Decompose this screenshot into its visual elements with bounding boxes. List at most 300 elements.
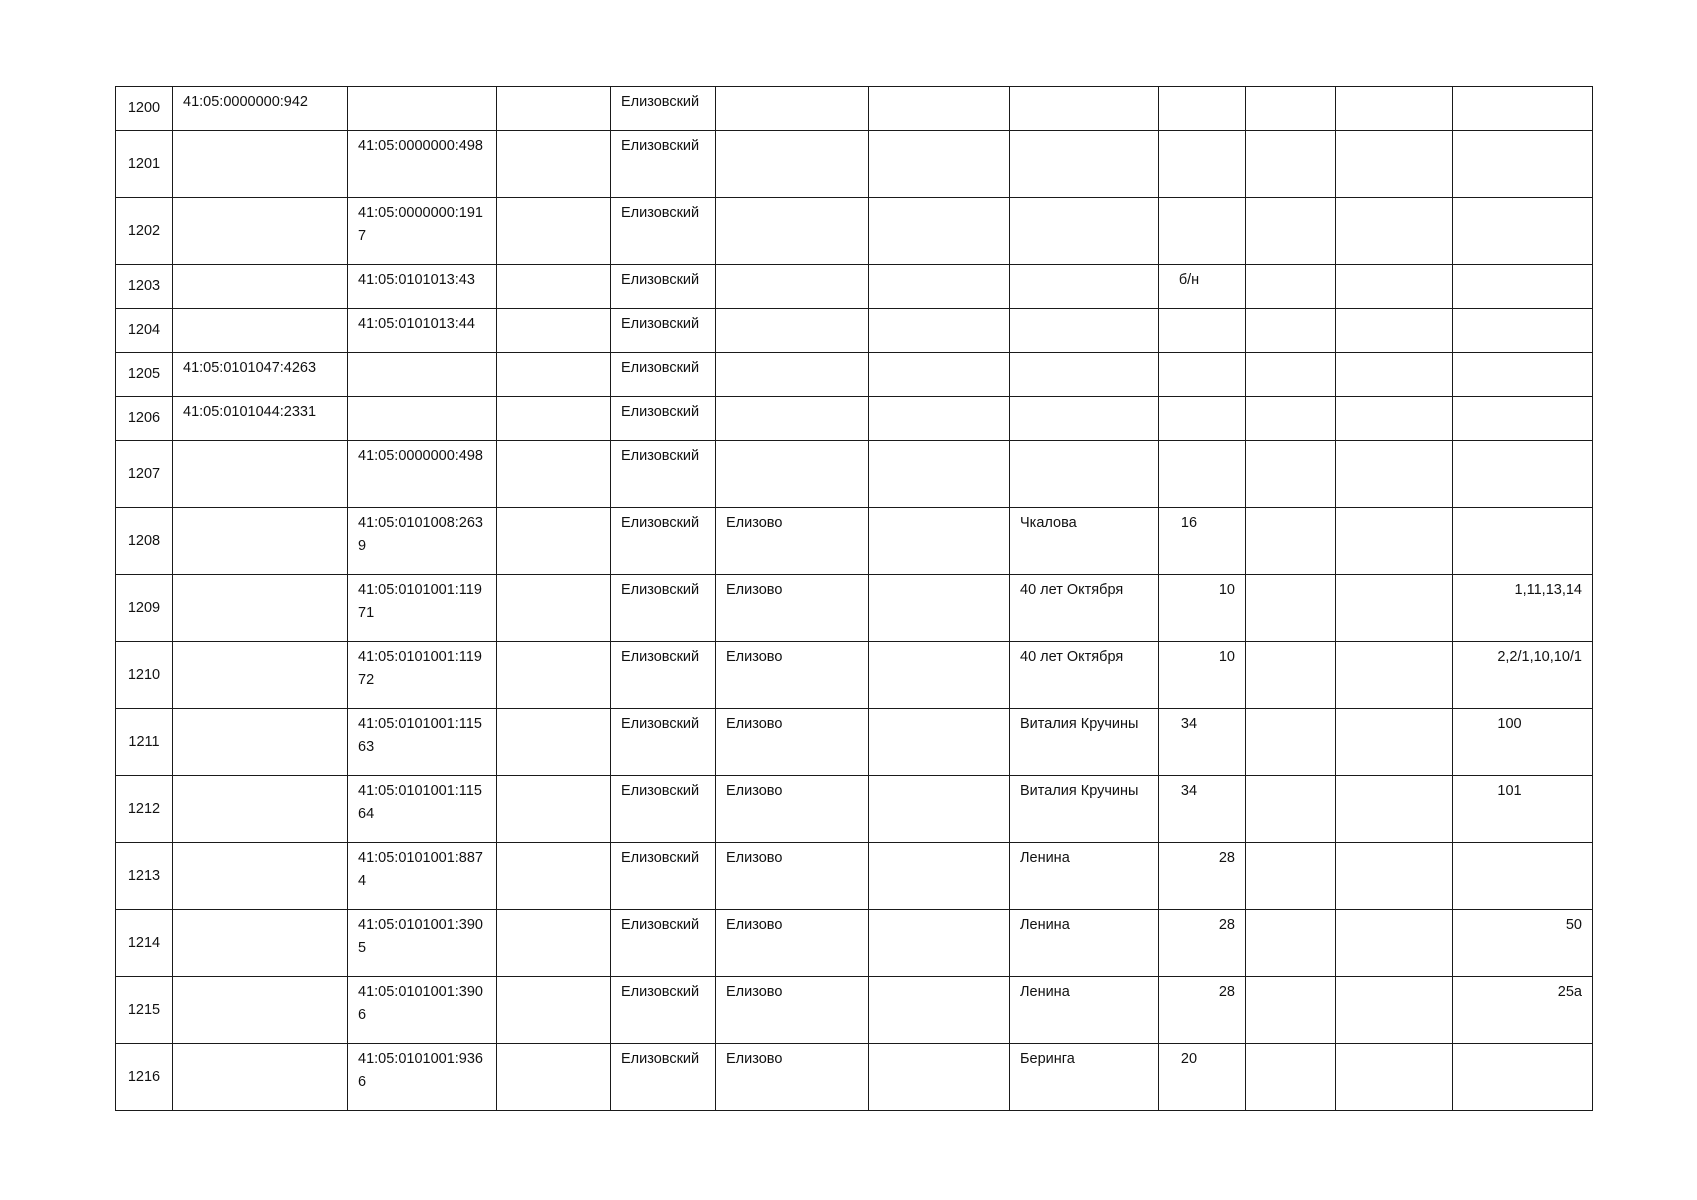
cell-text: 1208 bbox=[127, 532, 161, 549]
cell-text: 41:05:0101001:11563 bbox=[358, 716, 482, 755]
cell-text bbox=[173, 508, 347, 512]
cell-text bbox=[869, 1044, 1009, 1048]
cell-text bbox=[348, 353, 496, 357]
city-cell bbox=[716, 910, 869, 977]
cell-text bbox=[1336, 87, 1452, 91]
cell-text bbox=[716, 441, 868, 445]
cell-text bbox=[1453, 353, 1592, 357]
linked-cadastral-number-cell bbox=[348, 575, 497, 642]
street-cell bbox=[1010, 642, 1159, 709]
cell-text bbox=[1010, 309, 1158, 313]
house-number-cell bbox=[1159, 309, 1246, 353]
city-cell bbox=[716, 397, 869, 441]
cadastral-number-cell bbox=[173, 977, 348, 1044]
premises-number-cell bbox=[1453, 575, 1593, 642]
table-row bbox=[116, 441, 1593, 508]
empty-cell bbox=[497, 776, 611, 843]
empty-cell bbox=[869, 776, 1010, 843]
cell-text: 1204 bbox=[127, 322, 161, 338]
cell-text: Елизовский bbox=[621, 716, 700, 732]
cell-text bbox=[173, 709, 347, 713]
row-number-cell bbox=[116, 642, 173, 709]
cell-text: 1209 bbox=[127, 599, 161, 616]
district-cell bbox=[611, 910, 716, 977]
city-cell bbox=[716, 309, 869, 353]
cell-text bbox=[1336, 776, 1452, 780]
table-row bbox=[116, 776, 1593, 843]
cell-text: 1200 bbox=[127, 100, 161, 116]
cell-text bbox=[1159, 441, 1245, 445]
district-cell bbox=[611, 642, 716, 709]
city-cell bbox=[716, 977, 869, 1044]
table-row bbox=[116, 309, 1593, 353]
cell-text: 1215 bbox=[127, 1001, 161, 1018]
cell-text: Ленина bbox=[1020, 850, 1070, 866]
empty-cell bbox=[1336, 977, 1453, 1044]
empty-cell bbox=[1336, 508, 1453, 575]
empty-cell bbox=[497, 910, 611, 977]
cell-text bbox=[173, 309, 347, 313]
cell-text bbox=[173, 977, 347, 981]
cell-text: Елизовский bbox=[621, 649, 700, 665]
cell-text bbox=[1336, 131, 1452, 135]
house-number-cell bbox=[1159, 131, 1246, 198]
table-row bbox=[116, 87, 1593, 131]
cell-text: 101 bbox=[1497, 783, 1522, 799]
cell-text: Беринга bbox=[1020, 1051, 1075, 1067]
city-cell bbox=[716, 575, 869, 642]
empty-cell bbox=[1336, 309, 1453, 353]
table-row bbox=[116, 353, 1593, 397]
linked-cadastral-number-cell bbox=[348, 397, 497, 441]
table-row bbox=[116, 843, 1593, 910]
house-number-cell bbox=[1159, 397, 1246, 441]
cell-text bbox=[1336, 309, 1452, 313]
cell-text bbox=[1336, 441, 1452, 445]
cell-text bbox=[1336, 198, 1452, 202]
row-number-cell bbox=[116, 910, 173, 977]
cell-text: 41:05:0000000:498 bbox=[358, 138, 483, 154]
empty-cell bbox=[497, 131, 611, 198]
cell-text bbox=[1246, 87, 1335, 91]
cell-text bbox=[1336, 910, 1452, 914]
empty-cell bbox=[1336, 709, 1453, 776]
cell-text: 41:05:0101001:11972 bbox=[358, 649, 482, 688]
cell-text: 10 bbox=[1218, 582, 1235, 598]
district-cell bbox=[611, 198, 716, 265]
premises-number-cell bbox=[1453, 309, 1593, 353]
cell-text: Елизово bbox=[726, 716, 783, 732]
cell-text: 28 bbox=[1218, 984, 1235, 1000]
premises-number-cell bbox=[1453, 353, 1593, 397]
cell-text: Елизово bbox=[726, 850, 783, 866]
cell-text bbox=[1010, 131, 1158, 135]
empty-cell bbox=[1246, 198, 1336, 265]
district-cell bbox=[611, 353, 716, 397]
row-number-cell bbox=[116, 87, 173, 131]
cell-text bbox=[869, 977, 1009, 981]
house-number-cell bbox=[1159, 87, 1246, 131]
premises-number-cell bbox=[1453, 508, 1593, 575]
empty-cell bbox=[497, 397, 611, 441]
empty-cell bbox=[1246, 1044, 1336, 1111]
empty-cell bbox=[497, 575, 611, 642]
linked-cadastral-number-cell bbox=[348, 508, 497, 575]
row-number-cell bbox=[116, 309, 173, 353]
cell-text: Елизовский bbox=[621, 94, 700, 110]
premises-number-cell bbox=[1453, 910, 1593, 977]
street-cell bbox=[1010, 776, 1159, 843]
house-number-cell bbox=[1159, 776, 1246, 843]
cadastral-number-cell bbox=[173, 910, 348, 977]
district-cell bbox=[611, 441, 716, 508]
cell-text: 100 bbox=[1497, 716, 1522, 732]
cell-text: 1203 bbox=[127, 278, 161, 294]
empty-cell bbox=[1246, 709, 1336, 776]
empty-cell bbox=[869, 575, 1010, 642]
empty-cell bbox=[869, 198, 1010, 265]
empty-cell bbox=[1246, 910, 1336, 977]
cadastral-number-cell bbox=[173, 87, 348, 131]
empty-cell bbox=[1246, 642, 1336, 709]
premises-number-cell bbox=[1453, 87, 1593, 131]
cell-text bbox=[1453, 265, 1592, 269]
linked-cadastral-number-cell bbox=[348, 776, 497, 843]
linked-cadastral-number-cell bbox=[348, 709, 497, 776]
cell-text: Елизовский bbox=[621, 917, 700, 933]
empty-cell bbox=[869, 508, 1010, 575]
premises-number-cell bbox=[1453, 441, 1593, 508]
district-cell bbox=[611, 265, 716, 309]
cadastral-number-cell bbox=[173, 131, 348, 198]
empty-cell bbox=[497, 198, 611, 265]
cell-text: Елизово bbox=[726, 984, 783, 1000]
empty-cell bbox=[1246, 441, 1336, 508]
cell-text bbox=[1159, 198, 1245, 202]
cell-text bbox=[1159, 87, 1245, 91]
premises-number-cell bbox=[1453, 642, 1593, 709]
cell-text bbox=[497, 441, 610, 445]
cell-text: 41:05:0101047:4263 bbox=[183, 360, 317, 376]
empty-cell bbox=[497, 1044, 611, 1111]
cadastral-number-cell bbox=[173, 353, 348, 397]
cell-text bbox=[1453, 198, 1592, 202]
cell-text bbox=[869, 508, 1009, 512]
empty-cell bbox=[497, 642, 611, 709]
city-cell bbox=[716, 642, 869, 709]
empty-cell bbox=[497, 508, 611, 575]
cell-text bbox=[1159, 397, 1245, 401]
cell-text bbox=[1336, 977, 1452, 981]
cell-text bbox=[716, 87, 868, 91]
cell-text bbox=[1453, 1044, 1592, 1048]
cell-text bbox=[1246, 1044, 1335, 1048]
cell-text bbox=[348, 87, 496, 91]
row-number-cell bbox=[116, 843, 173, 910]
cell-text bbox=[497, 265, 610, 269]
empty-cell bbox=[1336, 265, 1453, 309]
cell-text bbox=[173, 198, 347, 202]
cell-text bbox=[869, 776, 1009, 780]
cell-text bbox=[1159, 353, 1245, 357]
cell-text bbox=[1246, 265, 1335, 269]
cell-text: 28 bbox=[1218, 917, 1235, 933]
row-number-cell bbox=[116, 776, 173, 843]
street-cell bbox=[1010, 265, 1159, 309]
cell-text bbox=[869, 198, 1009, 202]
empty-cell bbox=[1336, 87, 1453, 131]
empty-cell bbox=[869, 910, 1010, 977]
cell-text: 41:05:0101001:3905 bbox=[358, 917, 483, 956]
cell-text: 41:05:0101044:2331 bbox=[183, 404, 317, 420]
cell-text: 1210 bbox=[127, 666, 161, 683]
cell-text: Елизовский bbox=[621, 316, 700, 332]
city-cell bbox=[716, 198, 869, 265]
cell-text: Елизовский bbox=[621, 404, 700, 420]
street-cell bbox=[1010, 910, 1159, 977]
cell-text bbox=[497, 776, 610, 780]
empty-cell bbox=[869, 843, 1010, 910]
cell-text: Елизовский bbox=[621, 138, 700, 154]
city-cell bbox=[716, 1044, 869, 1111]
street-cell bbox=[1010, 843, 1159, 910]
premises-number-cell bbox=[1453, 709, 1593, 776]
cell-text bbox=[869, 131, 1009, 135]
street-cell bbox=[1010, 198, 1159, 265]
cell-text bbox=[497, 508, 610, 512]
empty-cell bbox=[1246, 843, 1336, 910]
cell-text bbox=[173, 642, 347, 646]
cell-text bbox=[869, 642, 1009, 646]
premises-number-cell bbox=[1453, 131, 1593, 198]
cell-text bbox=[1336, 353, 1452, 357]
district-cell bbox=[611, 508, 716, 575]
city-cell bbox=[716, 776, 869, 843]
street-cell bbox=[1010, 709, 1159, 776]
cadastral-number-cell bbox=[173, 265, 348, 309]
empty-cell bbox=[1336, 198, 1453, 265]
cell-text bbox=[1246, 977, 1335, 981]
cell-text: 41:05:0101013:43 bbox=[358, 272, 475, 288]
cell-text: 16 bbox=[1180, 515, 1198, 531]
cell-text bbox=[869, 575, 1009, 579]
empty-cell bbox=[497, 353, 611, 397]
cell-text: Ленина bbox=[1020, 917, 1070, 933]
cadastral-number-cell bbox=[173, 508, 348, 575]
city-cell bbox=[716, 265, 869, 309]
cell-text bbox=[1246, 441, 1335, 445]
cadastral-number-cell bbox=[173, 642, 348, 709]
cell-text bbox=[1453, 131, 1592, 135]
cell-text bbox=[173, 843, 347, 847]
empty-cell bbox=[869, 397, 1010, 441]
cell-text bbox=[1336, 508, 1452, 512]
row-number-cell bbox=[116, 265, 173, 309]
empty-cell bbox=[1336, 843, 1453, 910]
empty-cell bbox=[869, 87, 1010, 131]
cell-text bbox=[1246, 131, 1335, 135]
district-cell bbox=[611, 776, 716, 843]
cell-text bbox=[1159, 309, 1245, 313]
empty-cell bbox=[497, 709, 611, 776]
empty-cell bbox=[869, 353, 1010, 397]
empty-cell bbox=[1336, 441, 1453, 508]
table-row bbox=[116, 977, 1593, 1044]
cell-text: 1211 bbox=[128, 733, 160, 750]
cell-text: б/н bbox=[1178, 272, 1200, 288]
house-number-cell bbox=[1159, 910, 1246, 977]
cell-text: 34 bbox=[1180, 783, 1198, 799]
cell-text bbox=[1010, 441, 1158, 445]
cell-text: 25а bbox=[1557, 984, 1582, 1000]
cell-text: 41:05:0101013:44 bbox=[358, 316, 475, 332]
cell-text: Елизовский bbox=[621, 360, 700, 376]
house-number-cell bbox=[1159, 977, 1246, 1044]
street-cell bbox=[1010, 575, 1159, 642]
premises-number-cell bbox=[1453, 977, 1593, 1044]
district-cell bbox=[611, 131, 716, 198]
cell-text bbox=[173, 441, 347, 445]
cell-text: 1207 bbox=[127, 465, 161, 482]
cell-text: 1216 bbox=[127, 1068, 161, 1085]
street-cell bbox=[1010, 87, 1159, 131]
empty-cell bbox=[1246, 353, 1336, 397]
cell-text bbox=[1453, 309, 1592, 313]
cadastral-number-cell bbox=[173, 441, 348, 508]
cell-text bbox=[497, 131, 610, 135]
cell-text: Елизовский bbox=[621, 205, 700, 221]
cell-text bbox=[1010, 87, 1158, 91]
cell-text: 1206 bbox=[127, 410, 161, 426]
house-number-cell bbox=[1159, 508, 1246, 575]
cell-text bbox=[716, 265, 868, 269]
empty-cell bbox=[1336, 1044, 1453, 1111]
cell-text bbox=[1246, 309, 1335, 313]
cell-text: Виталия Кручины bbox=[1020, 783, 1139, 799]
cell-text: 34 bbox=[1180, 716, 1198, 732]
row-number-cell bbox=[116, 709, 173, 776]
cell-text bbox=[497, 353, 610, 357]
cell-text bbox=[497, 642, 610, 646]
cell-text: 1205 bbox=[127, 366, 161, 382]
cell-text bbox=[1010, 198, 1158, 202]
city-cell bbox=[716, 131, 869, 198]
cell-text: Елизовский bbox=[621, 448, 700, 464]
cell-text: 50 bbox=[1565, 917, 1582, 933]
cell-text bbox=[1246, 508, 1335, 512]
cell-text bbox=[1453, 87, 1592, 91]
district-cell bbox=[611, 977, 716, 1044]
cell-text bbox=[716, 198, 868, 202]
city-cell bbox=[716, 508, 869, 575]
house-number-cell bbox=[1159, 1044, 1246, 1111]
cell-text: Елизово bbox=[726, 783, 783, 799]
house-number-cell bbox=[1159, 642, 1246, 709]
cell-text: 41:05:0101001:11971 bbox=[358, 582, 482, 621]
premises-number-cell bbox=[1453, 198, 1593, 265]
cell-text: 40 лет Октября bbox=[1020, 582, 1124, 598]
cell-text: 1212 bbox=[127, 800, 161, 817]
table-row bbox=[116, 508, 1593, 575]
cell-text bbox=[869, 910, 1009, 914]
district-cell bbox=[611, 309, 716, 353]
cell-text bbox=[497, 575, 610, 579]
cell-text: 1,11,13,14 bbox=[1514, 582, 1582, 598]
cell-text bbox=[716, 397, 868, 401]
cell-text: 10 bbox=[1218, 649, 1235, 665]
cell-text: 41:05:0101001:8874 bbox=[358, 850, 483, 889]
cell-text bbox=[869, 397, 1009, 401]
cell-text: 41:05:0000000:498 bbox=[358, 448, 483, 464]
cell-text bbox=[716, 309, 868, 313]
cell-text bbox=[497, 309, 610, 313]
empty-cell bbox=[497, 309, 611, 353]
cell-text: Елизовский bbox=[621, 515, 700, 531]
row-number-cell bbox=[116, 198, 173, 265]
cell-text bbox=[1336, 575, 1452, 579]
cell-text bbox=[1159, 131, 1245, 135]
empty-cell bbox=[1246, 265, 1336, 309]
empty-cell bbox=[1246, 131, 1336, 198]
cadastral-number-cell bbox=[173, 843, 348, 910]
cell-text bbox=[1010, 265, 1158, 269]
cell-text bbox=[1246, 353, 1335, 357]
cell-text: 1214 bbox=[127, 934, 161, 951]
house-number-cell bbox=[1159, 265, 1246, 309]
empty-cell bbox=[497, 441, 611, 508]
cell-text: 41:05:0101001:11564 bbox=[358, 783, 482, 822]
city-cell bbox=[716, 843, 869, 910]
empty-cell bbox=[1336, 642, 1453, 709]
row-number-cell bbox=[116, 575, 173, 642]
cell-text bbox=[1336, 843, 1452, 847]
linked-cadastral-number-cell bbox=[348, 843, 497, 910]
empty-cell bbox=[869, 441, 1010, 508]
premises-number-cell bbox=[1453, 1044, 1593, 1111]
house-number-cell bbox=[1159, 709, 1246, 776]
empty-cell bbox=[869, 309, 1010, 353]
cell-text bbox=[173, 265, 347, 269]
street-cell bbox=[1010, 131, 1159, 198]
cell-text bbox=[1246, 776, 1335, 780]
row-number-cell bbox=[116, 977, 173, 1044]
cell-text: 2,2/1,10,10/1 bbox=[1497, 649, 1582, 665]
cell-text bbox=[497, 843, 610, 847]
empty-cell bbox=[1336, 353, 1453, 397]
cell-text bbox=[869, 87, 1009, 91]
cell-text: Елизовский bbox=[621, 783, 700, 799]
cadastral-number-cell bbox=[173, 309, 348, 353]
city-cell bbox=[716, 441, 869, 508]
linked-cadastral-number-cell bbox=[348, 642, 497, 709]
cell-text bbox=[869, 353, 1009, 357]
house-number-cell bbox=[1159, 575, 1246, 642]
registry-table bbox=[115, 86, 1593, 1111]
cell-text bbox=[869, 441, 1009, 445]
table-row bbox=[116, 910, 1593, 977]
cadastral-number-cell bbox=[173, 575, 348, 642]
linked-cadastral-number-cell bbox=[348, 353, 497, 397]
cadastral-number-cell bbox=[173, 709, 348, 776]
cell-text: 41:05:0101001:3906 bbox=[358, 984, 483, 1023]
district-cell bbox=[611, 87, 716, 131]
cell-text: Елизовский bbox=[621, 582, 700, 598]
empty-cell bbox=[497, 843, 611, 910]
cell-text bbox=[1453, 441, 1592, 445]
cell-text bbox=[869, 265, 1009, 269]
row-number-cell bbox=[116, 353, 173, 397]
cell-text: Елизово bbox=[726, 582, 783, 598]
